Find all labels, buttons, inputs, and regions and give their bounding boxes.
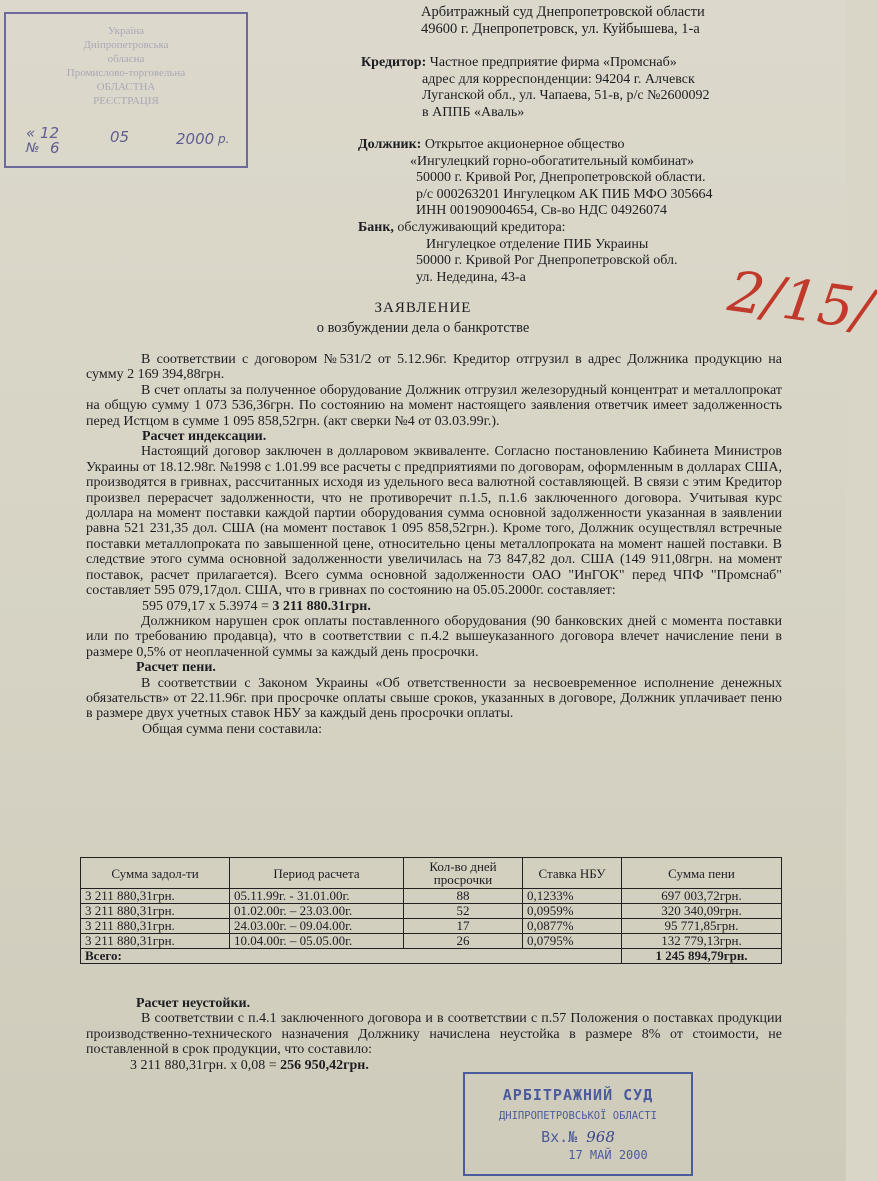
stamp-number-line bbox=[465, 1128, 691, 1146]
document-subtitle: о возбуждении дела о банкротстве bbox=[316, 320, 530, 336]
court-name: Арбитражный суд Днепропетровской области bbox=[421, 4, 705, 20]
handwritten-mark: 2/15/ bbox=[724, 259, 877, 344]
table-cell: 132 779,13грн. bbox=[622, 934, 782, 949]
table-cell: 88 bbox=[404, 889, 523, 904]
table-row bbox=[81, 934, 782, 949]
debtor-line: 50000 г. Кривой Рог, Днепропетровской области. bbox=[416, 170, 706, 185]
document-body bbox=[86, 352, 782, 737]
stamp-date-year: 2000 bbox=[176, 130, 215, 148]
table-cell: 10.04.00г. – 05.05.00г. bbox=[230, 934, 404, 949]
table-cell: 05.11.99г. - 31.01.00г. bbox=[230, 889, 404, 904]
stamp-number-label: Вх.№ bbox=[541, 1128, 578, 1146]
table-cell: 26 bbox=[404, 934, 523, 949]
stamp-line: Україна bbox=[107, 25, 145, 37]
debtor-line: ИНН 001909004654, Св-во НДС 04926074 bbox=[416, 203, 667, 218]
table-cell: 697 003,72грн. bbox=[622, 889, 782, 904]
table-cell: 95 771,85грн. bbox=[622, 919, 782, 934]
paragraph: Настоящий договор заключен в долларовом эквиваленте. Согласно постановлению Кабинета Министров Украины от 18.12.98г. №1998 с 1.01.99 все расчеты с предприятиями по договорам, оформленным в долларах США, производятся в гривнах, рассчитанных исходя из удельного веса валютной составляющей. В связи с этим Кредитор произвел перерасчет задолженности, что не противоречит п.1.5, п.1.6 заключенного договора. Учитывая курс доллара на момент поставки каждой партии оборудования сумма основной задолженности указанная в заявлении равна 521 231,35 дол. США (на момент поставок 1 095 858,52грн.). Кроме того, Должник осуществлял встречные поставки металлопроката по завышенной цене, относительно цены металлопроката на момент нашей поставки. В следствие этого сумма основной задолженности увеличилась на 73 847,82 дол. США (149 911,08грн. на момент поставок, расчет прилагается). Всего сумма основной задолженности ОАО "ИнГОК" перед ЧПФ "Промснаб" составляет 595 079,17дол. США, что в гривнах по состоянию на 05.05.2000г. составляет: bbox=[86, 444, 782, 599]
table-cell: 0,0959% bbox=[523, 904, 622, 919]
debtor-block bbox=[358, 137, 808, 220]
table-cell: 52 bbox=[404, 904, 523, 919]
bank-line: 50000 г. Кривой Рог Днепропетровской обл. bbox=[416, 253, 678, 268]
paragraph: В соответствии с договором №531/2 от 5.12.96г. Кредитор отгрузил в адрес Должника продукцию на сумму 2 169 394,88грн. bbox=[86, 352, 782, 383]
bank-label-rest: обслуживающий кредитора: bbox=[397, 220, 566, 235]
table-cell: 0,0877% bbox=[523, 919, 622, 934]
creditor-line: Луганской обл., ул. Чапаева, 51-в, р/с №2600092 bbox=[422, 88, 710, 103]
stamp-line: ОБЛАСТНА bbox=[96, 81, 156, 93]
paragraph: В соответствии с Законом Украины «Об ответственности за несвоевременное исполнение денежных обязательств» от 22.11.96г. при просрочке оплаты свыше сроков, указанных в договоре, Должник уплачивает пеню в размере двух учетных ставок НБУ за каждый день просрочки оплаты. bbox=[86, 675, 782, 722]
equation-line bbox=[142, 599, 782, 614]
stamp-court-region: ДНІПРОПЕТРОВСЬКОЇ ОБЛАСТІ bbox=[498, 1110, 658, 1122]
table-header-cell: Сумма пени bbox=[622, 858, 782, 889]
registration-stamp bbox=[4, 12, 248, 168]
creditor-line: Частное предприятие фирма «Промснаб» bbox=[429, 55, 677, 70]
equation-result: 3 211 880.31грн. bbox=[272, 598, 371, 614]
table-total-label: Всего: bbox=[81, 949, 622, 964]
stamp-date-prefix: « bbox=[26, 124, 36, 142]
stamp-number: 6 bbox=[50, 139, 60, 157]
bank-line: ул. Недедина, 43-а bbox=[416, 269, 526, 285]
bank-line: Ингулецкое отделение ПИБ Украины bbox=[426, 236, 649, 252]
equation-left: 595 079,17 x 5.3974 = bbox=[142, 598, 269, 614]
table-cell: 320 340,09грн. bbox=[622, 904, 782, 919]
paragraph: Общая сумма пени составила: bbox=[142, 721, 323, 737]
equation-result: 256 950,42грн. bbox=[280, 1057, 369, 1073]
stamp-number-prefix: № bbox=[26, 141, 40, 156]
stamp-date: 17 МАЙ 2000 bbox=[568, 1148, 648, 1162]
court-incoming-stamp bbox=[463, 1072, 693, 1176]
equation-left: 3 211 880,31грн. x 0,08 = bbox=[130, 1057, 277, 1073]
table-cell: 3 211 880,31грн. bbox=[81, 919, 230, 934]
debtor-line: Открытое акционерное общество bbox=[424, 137, 625, 152]
table-cell: 3 211 880,31грн. bbox=[81, 934, 230, 949]
penalty-table bbox=[80, 857, 782, 964]
court-header bbox=[421, 4, 781, 38]
table-total-row bbox=[81, 949, 782, 964]
paragraph: В соответствии с п.4.1 заключенного договора и в соответствии с п.57 Положения о поставках продукции производственно-технического назначения Должнику начислена неустойка в размере 8% от стоимости, не поставленной в срок продукции, что составило: bbox=[86, 1011, 782, 1058]
table-header-cell: Сумма задол-ти bbox=[81, 858, 230, 889]
stamp-number-value: 968 bbox=[586, 1128, 615, 1146]
table-header-row bbox=[81, 858, 782, 889]
table-cell: 3 211 880,31грн. bbox=[81, 904, 230, 919]
table-cell: 24.03.00г. – 09.04.00г. bbox=[230, 919, 404, 934]
debtor-line: р/с 000263201 Ингулецком АК ПИБ МФО 305664 bbox=[416, 186, 713, 202]
table-cell: 01.02.00г. – 23.03.00г. bbox=[230, 904, 404, 919]
section-heading: Расчет индексации. bbox=[142, 429, 267, 445]
stamp-line: Промислово-торговельна bbox=[66, 67, 186, 79]
table-total-value: 1 245 894,79грн. bbox=[622, 949, 782, 964]
debtor-label: Должник: bbox=[358, 137, 422, 152]
creditor-label: Кредитор: bbox=[361, 55, 427, 70]
table-header-cell: Период расчета bbox=[230, 858, 404, 889]
stamp-line: Дніпропетровська bbox=[83, 39, 169, 51]
creditor-line: адрес для корреспонденции: 94204 г. Алчевск bbox=[422, 71, 695, 87]
stamp-line: РЕЄСТРАЦІЯ bbox=[93, 95, 159, 107]
table-cell: 3 211 880,31грн. bbox=[81, 889, 230, 904]
document-title: ЗАЯВЛЕНИЕ bbox=[374, 300, 472, 316]
stamp-court-name: АРБІТРАЖНИЙ СУД bbox=[502, 1086, 654, 1104]
table-cell: 0,1233% bbox=[523, 889, 622, 904]
section-heading: Расчет неустойки. bbox=[136, 996, 251, 1011]
paragraph: В счет оплаты за полученное оборудование Должник отгрузил железорудный концентрат и металлопрокат на общую сумму 1 073 536,36грн. По состоянию на момент настоящего заявления ответчик имеет задолженность перед Истцом в сумме 1 095 858,52грн. (акт сверки №4 от 03.03.99г.). bbox=[86, 382, 782, 429]
creditor-block bbox=[361, 55, 801, 121]
table-row bbox=[81, 904, 782, 919]
stamp-date-suffix: р. bbox=[218, 132, 230, 146]
table-row bbox=[81, 919, 782, 934]
table-header-cell: Кол-во дней просрочки bbox=[404, 858, 523, 889]
debtor-line: «Ингулецкий горно-обогатительный комбинат» bbox=[410, 153, 694, 169]
creditor-line: в АППБ «Аваль» bbox=[422, 104, 525, 120]
stamp-date-day: 12 bbox=[40, 124, 60, 142]
stamp-line: обласна bbox=[107, 53, 145, 65]
bank-label: Банк, bbox=[358, 220, 394, 235]
stamp-date-month: 05 bbox=[110, 128, 130, 146]
table-cell: 17 bbox=[404, 919, 523, 934]
court-address: 49600 г. Днепропетровск, ул. Куйбышева, 1-а bbox=[421, 21, 700, 37]
equation-line bbox=[130, 1058, 782, 1073]
section-heading: Расчет пени. bbox=[136, 660, 216, 676]
table-cell: 0,0795% bbox=[523, 934, 622, 949]
paragraph: Должником нарушен срок оплаты поставленного оборудования (90 банковских дней с момента поставки или по требованию продавца), что в соответствии с п.4.2 вышеуказанного договора влечет начисление пени в размере 0,5% от неоплаченной суммы за каждый день просрочки. bbox=[86, 613, 782, 660]
forfeit-section bbox=[86, 996, 782, 1073]
table-row bbox=[81, 889, 782, 904]
table-header-cell: Ставка НБУ bbox=[523, 858, 622, 889]
